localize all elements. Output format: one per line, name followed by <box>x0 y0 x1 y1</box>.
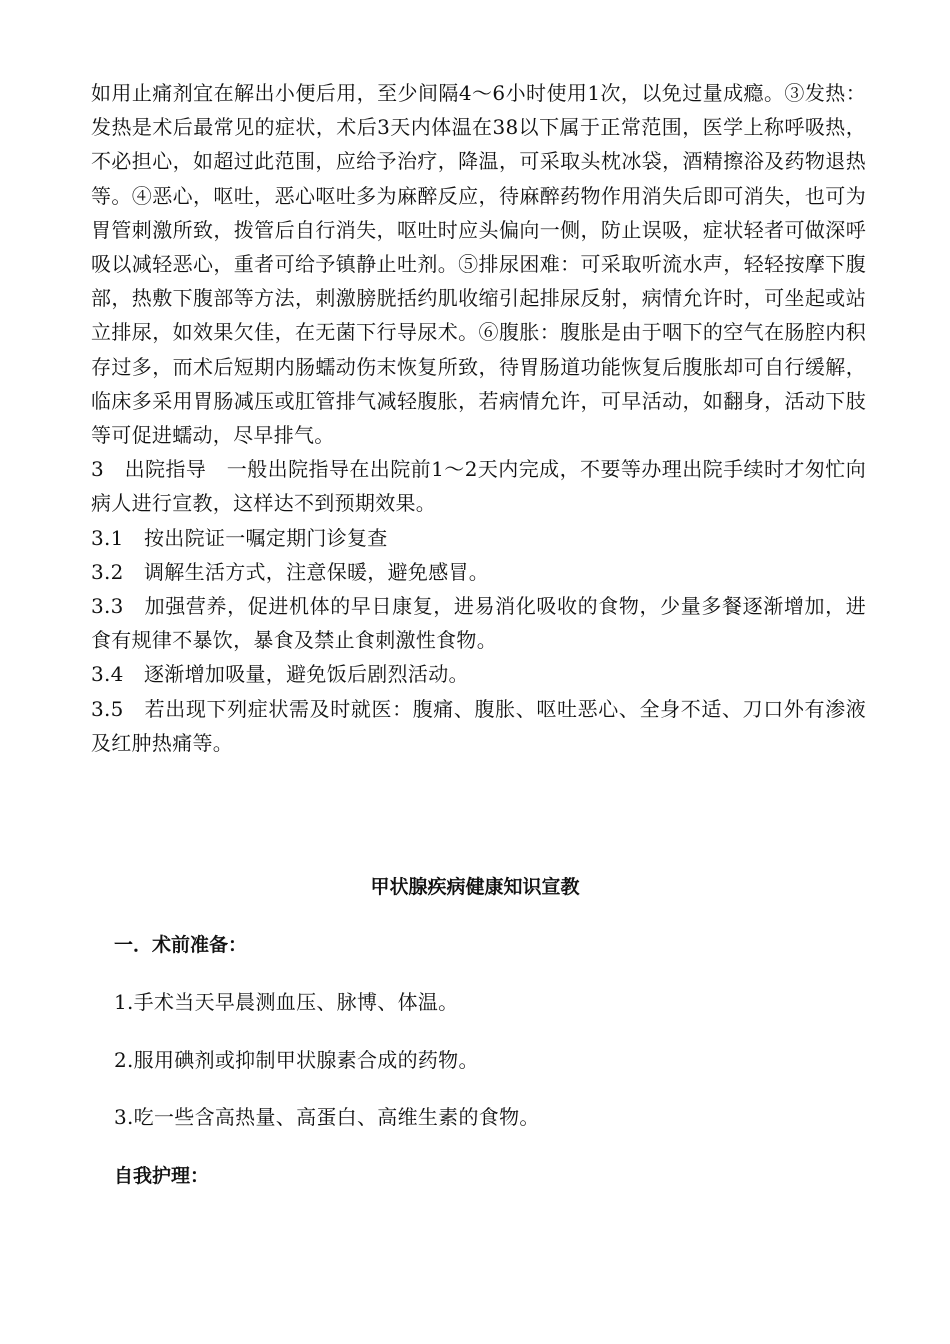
continued-section-text <box>91 76 866 760</box>
discharge-guidance-paragraph: 3 出院指导 一般出院指导在出院前1～2天内完成，不要等办理出院手续时才匆忙向病人进行宣教，这样达不到预期效果。 <box>91 457 866 516</box>
thyroid-section-title: 甲状腺疾病健康知识宣教 <box>370 876 580 898</box>
selfcare-heading: 自我护理： <box>114 1165 210 1187</box>
postop-symptoms-paragraph: 如用止痛剂宜在解出小便后用，至少间隔4～6小时使用1次，以免过量成瘾。③发热：发热是术后最常见的症状，术后3天内体温在38以下属于正常范围，医学上称呼吸热，不必担心，如超过此范围，应给予治疗，降温，可采取头枕冰袋，酒精擦浴及药物退热等。④恶心，呕吐，恶心呕吐多为麻醉反应，待麻醉药物作用消失后即可消失，也可为胃管刺激所致，拨管后自行消失，呕吐时应头偏向一侧，防止误吸，症状轻者可做深呼吸以减轻恶心，重者可给予镇静止吐剂。⑤排尿困难：可采取听流水声，轻轻按摩下腹部，热敷下腹部等方法，刺激膀胱括约肌收缩引起排尿反射，病情允许时，可坐起或站立排尿，如效果欠佳，在无菌下行导尿术。⑥腹胀：腹胀是由于咽下的空气在肠腔内积存过多，而术后短期内肠蠕动伤末恢复所致，待胃肠道功能恢复后腹胀却可自行缓解，临床多采用胃肠减压或肛管排气减轻腹胀，若病情允许，可早活动，如翻身，活动下肢等可促进蠕动，尽早排气。 <box>91 81 866 448</box>
discharge-item-3-2: 3.2 调解生活方式，注意保暖，避免感冒。 <box>91 559 490 584</box>
discharge-item-3-3: 3.3 加强营养，促进机体的早日康复，进易消化吸收的食物，少量多餐逐渐增加，进食有规律不暴饮，暴食及禁止食刺激性食物。 <box>91 594 866 653</box>
preop-item-1: 1.手术当天早晨测血压、脉博、体温。 <box>114 990 459 1014</box>
discharge-item-3-1: 3.1 按出院证一嘱定期门诊复查 <box>91 525 388 550</box>
preop-item-2: 2.服用碘剂或抑制甲状腺素合成的药物。 <box>114 1048 479 1072</box>
discharge-item-3-5: 3.5 若出现下列症状需及时就医：腹痛、腹胀、呕吐恶心、全身不适、刀口外有渗液及红肿热痛等。 <box>91 696 866 755</box>
preop-heading: 一．术前准备： <box>114 934 248 956</box>
discharge-item-3-4: 3.4 逐渐增加吸量，避免饭后剧烈活动。 <box>91 662 469 687</box>
preop-item-3: 3.吃一些含高热量、高蛋白、高维生素的食物。 <box>114 1105 540 1129</box>
